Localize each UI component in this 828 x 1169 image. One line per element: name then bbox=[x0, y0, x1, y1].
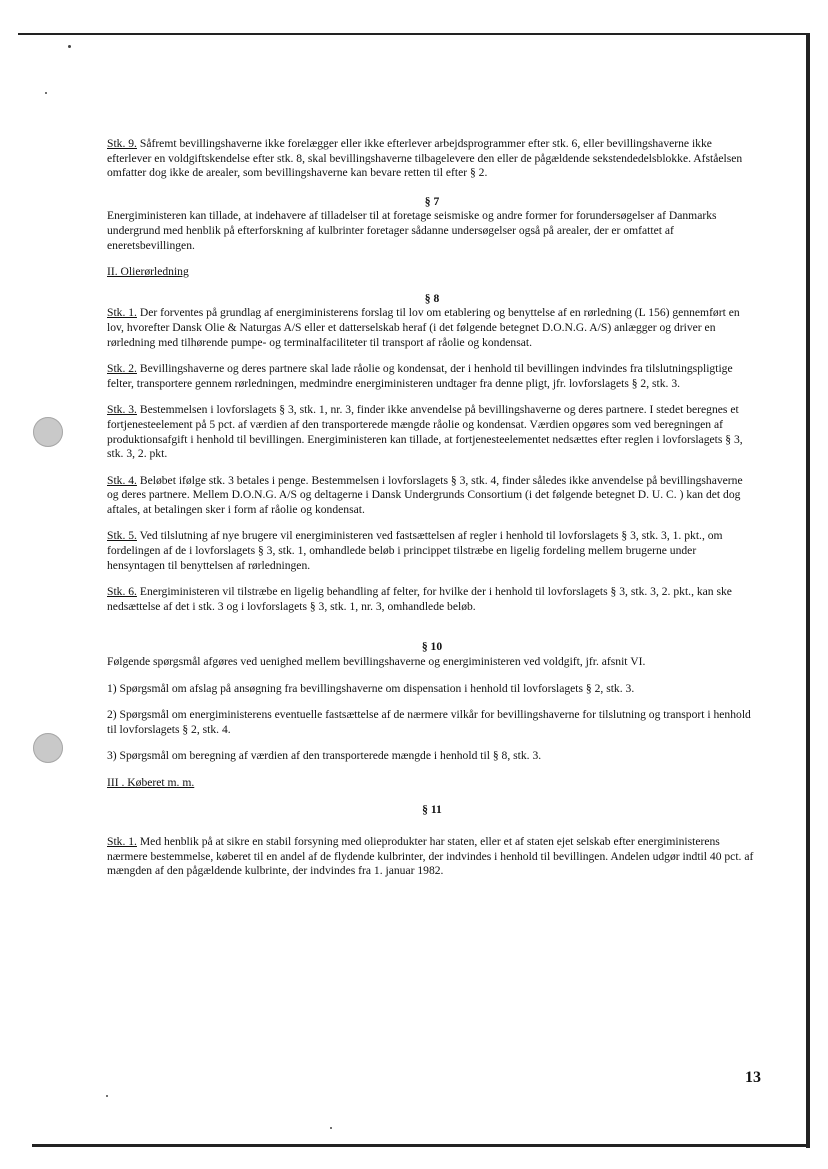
stk-label: Stk. 3. bbox=[107, 403, 137, 417]
chapter-heading-koberet: III . Køberet m. m. bbox=[107, 776, 195, 789]
paragraph-sec10: Følgende spørgsmål afgøres ved uenighed mellem bevillingshaverne og energiministeren ved voldgift, jfr. afsnit VI. bbox=[107, 655, 646, 669]
paragraph-text: Beløbet ifølge stk. 3 betales i penge. Bestemmelsen i lovforslagets § 3, stk. 4, finder således ikke anvendelse på bevillingshaverne og deres partnere. Mellem D.O.N.G. A/S og deltagerne i Dansk Undergrunds Consortium (i det følgende betegnet D. U. C. ) kan det dog aftales, at betalingen sker i form af råolie og kondensat. bbox=[107, 473, 743, 516]
paragraph-sec11-stk1 bbox=[107, 835, 757, 879]
stk-label: Stk. 6. bbox=[107, 585, 137, 599]
scan-speck bbox=[45, 92, 47, 94]
page-number: 13 bbox=[745, 1069, 761, 1086]
paragraph-text: Bestemmelsen i lovforslagets § 3, stk. 1, nr. 3, finder ikke anvendelse på bevillingshaverne og deres partnere. I stedet beregnes et fortjenesteelement på 5 pct. af værdien af den transporterede mængde råolie og kondensat. Værdien opgøres som ved beregningen af produktionsafgift i henhold til bevillingen. Energiministeren kan tillade, at fortjenesteelementet nedsættes efter reglen i lovforslagets § 3, stk. 3, 2. pkt. bbox=[107, 403, 743, 461]
stk-label: Stk. 4. bbox=[107, 473, 137, 487]
paragraph-text: Ved tilslutning af nye brugere vil energiministeren ved fastsættelsen af regler i henhold til lovforslagets § 3, stk. 3, 1. pkt., om fordelingen af de i lovforslagets § 3, stk. 1, omhandlede beløb i princippet tilstræbe en ligelig fordeling mellem brugerne under hensyntagen til benyttelsen af rørledningen. bbox=[107, 529, 723, 572]
stk-label: Stk. 1. bbox=[107, 306, 137, 320]
document-body bbox=[107, 137, 757, 891]
list-item-3: 3) Spørgsmål om beregning af værdien af den transporterede mængde i henhold til § 8, stk. 3. bbox=[107, 749, 542, 763]
scan-speck bbox=[68, 45, 71, 48]
section-heading-11: § 11 bbox=[422, 802, 442, 816]
stk-label: Stk. 9. bbox=[107, 137, 137, 150]
page-border-bottom bbox=[32, 1144, 810, 1147]
page-border-right bbox=[806, 33, 810, 1148]
list-item-2: 2) Spørgsmål om energiministerens eventuelle fastsættelse af de nærmere vilkår for bevillingshaverne for tilslutning og transport i henhold til lovforslagets § 2, stk. 4. bbox=[107, 708, 751, 736]
paragraph-text: Såfremt bevillingshaverne ikke forelægger eller ikke efterlever arbejdsprogrammer efter stk. 6, eller bevillingshaverne ikke efterlever en voldgiftskendelse efter stk. 8, skal bevillingshaverne tilbagelevere den eller de pågældende sekstendedelsblokke. Afståelsen omfatter dog ikke de arealer, som bevillingshaverne kan bevare retten til efter § 2. bbox=[107, 137, 743, 180]
paragraph-sec8-stk4 bbox=[107, 474, 757, 518]
punch-hole-upper bbox=[33, 417, 63, 447]
paragraph-sec8-stk6 bbox=[107, 585, 757, 614]
paragraph-sec7: Energiministeren kan tillade, at indehavere af tilladelser til at foretage seismiske og andre former for forundersøgelser af Danmarks undergrund med henblik på efterforskning af kulbrinter foretager sådanne undersøgelser også på arealer, der er omfattet af eneretsbevillingen. bbox=[107, 209, 717, 252]
stk-label: Stk. 5. bbox=[107, 529, 137, 543]
section-heading-7: § 7 bbox=[424, 194, 440, 208]
paragraph-stk9 bbox=[107, 137, 757, 181]
punch-hole-lower bbox=[33, 733, 63, 763]
list-item-1: 1) Spørgsmål om afslag på ansøgning fra bevillingshaverne om dispensation i henhold til lovforslagets § 2, stk. 3. bbox=[107, 681, 635, 695]
paragraph-text: Med henblik på at sikre en stabil forsyning med olieprodukter har staten, eller et af staten ejet selskab efter energiministerens nærmere bestemmelse, køberet til en andel af de flydende kulbrinter, der indvindes i henhold til bevillingen. Andelen udgør indtil 40 pct. af mængden af den pågældende kulbrinte, der indvindes fra 1. januar 1982. bbox=[107, 835, 754, 878]
scan-speck bbox=[330, 1127, 332, 1129]
paragraph-sec8-stk5 bbox=[107, 529, 757, 573]
section-heading-10: § 10 bbox=[421, 640, 443, 654]
stk-label: Stk. 1. bbox=[107, 835, 137, 849]
paragraph-text: Bevillingshaverne og deres partnere skal lade råolie og kondensat, der i henhold til bevillingen indvindes fra tilslutningspligtige felter, transportere gennem rørledningen, medmindre energiministeren undtager fra denne pligt, jfr. lovforslagets § 2, stk. 3. bbox=[107, 362, 733, 390]
paragraph-sec8-stk2 bbox=[107, 362, 757, 391]
stk-label: Stk. 2. bbox=[107, 362, 137, 376]
paragraph-text: Energiministeren vil tilstræbe en ligelig behandling af felter, for hvilke der i henhold til lovforslagets § 3, stk. 3, 2. pkt., kan ske nedsættelse af det i stk. 3 og i lovforslagets § 3, stk. 1, nr. 3, omhandlede beløb. bbox=[107, 585, 732, 613]
paragraph-text: Der forventes på grundlag af energiministerens forslag til lov om etablering og benyttelse af en rørledning (L 156) gennemført en lov, hvorefter Dansk Olie & Naturgas A/S eller et datterselskab heraf (i det følgende betegnet D.O.N.G. A/S) anlægger og driver en rørledning med tilhørende pumpe- og terminalfaciliteter til transport af råolie og kondensat. bbox=[107, 306, 740, 349]
scan-speck bbox=[106, 1095, 108, 1097]
paragraph-sec8-stk1 bbox=[107, 306, 757, 350]
chapter-heading-olierorledning: II. Olierørledning bbox=[107, 265, 189, 279]
section-heading-8: § 8 bbox=[424, 291, 440, 305]
paragraph-sec8-stk3 bbox=[107, 403, 757, 461]
page-border-top bbox=[18, 33, 808, 35]
